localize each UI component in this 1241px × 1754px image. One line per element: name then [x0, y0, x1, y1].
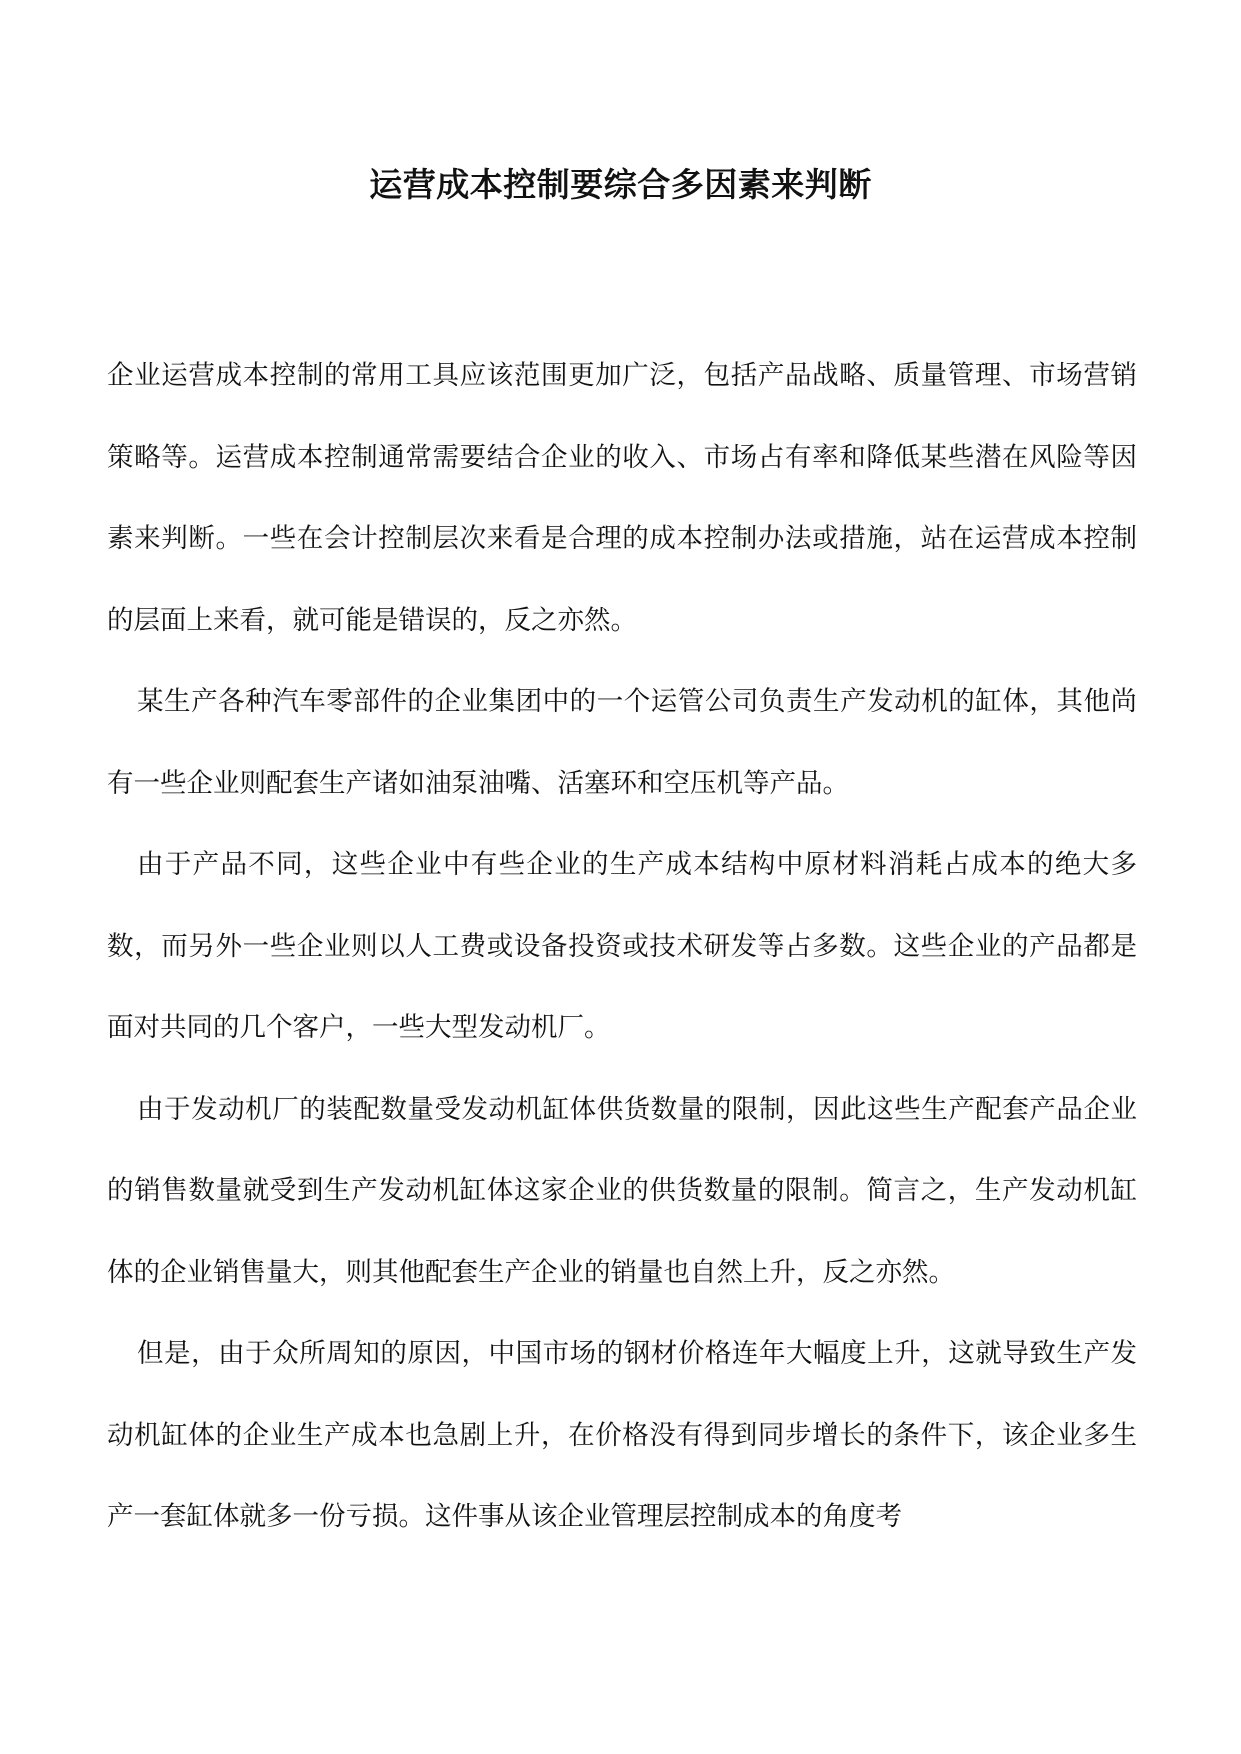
paragraph-3: 由于产品不同，这些企业中有些企业的生产成本结构中原材料消耗占成本的绝大多数，而另外一些企业则以人工费或设备投资或技术研发等占多数。这些企业的产品都是面对共同的几个客户，一些大型发动机厂。 — [107, 849, 1137, 1043]
document-title: 运营成本控制要综合多因素来判断 — [369, 165, 872, 204]
document-body — [107, 335, 1137, 1558]
paragraph-2: 某生产各种汽车零部件的企业集团中的一个运管公司负责生产发动机的缸体，其他尚有一些企业则配套生产诸如油泵油嘴、活塞环和空压机等产品。 — [107, 686, 1137, 799]
paragraph-4: 由于发动机厂的装配数量受发动机缸体供货数量的限制，因此这些生产配套产品企业的销售数量就受到生产发动机缸体这家企业的供货数量的限制。简言之，生产发动机缸体的企业销售量大，则其他配套生产企业的销量也自然上升，反之亦然。 — [107, 1093, 1137, 1288]
paragraph-1: 企业运营成本控制的常用工具应该范围更加广泛，包括产品战略、质量管理、市场营销策略等。运营成本控制通常需要结合企业的收入、市场占有率和降低某些潜在风险等因素来判断。一些在会计控制层次来看是合理的成本控制办法或措施，站在运营成本控制的层面上来看，就可能是错误的，反之亦然。 — [107, 360, 1137, 636]
paragraph-5: 但是，由于众所周知的原因，中国市场的钢材价格连年大幅度上升，这就导致生产发动机缸体的企业生产成本也急剧上升，在价格没有得到同步增长的条件下，该企业多生产一套缸体就多一份亏损。这件事从该企业管理层控制成本的角度考 — [107, 1338, 1137, 1532]
